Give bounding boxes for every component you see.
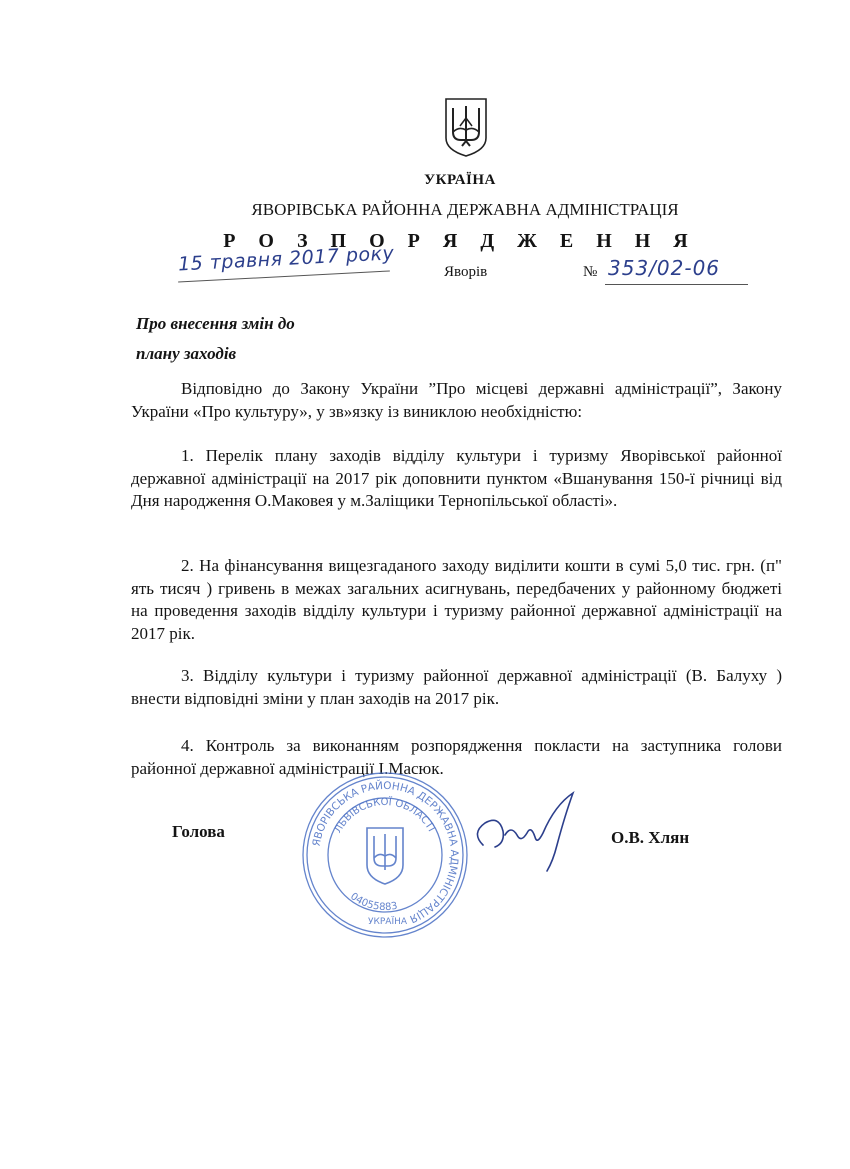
administration-title: ЯВОРІВСЬКА РАЙОННА ДЕРЖАВНА АДМІНІСТРАЦІЯ — [251, 200, 679, 219]
number-sign: № — [583, 264, 598, 280]
stamp-trident-icon — [367, 828, 403, 884]
official-stamp — [300, 770, 470, 940]
signatory-name: О.В. Хлян — [611, 828, 690, 847]
number-underline — [605, 284, 748, 285]
item-4-text: 4. Контроль за виконанням розпорядження покласти на заступника голови районної державної адміністрації І.Масюк. — [131, 736, 782, 778]
document-type-title: Р О З П О Р Я Д Ж Е Н Н Я — [223, 230, 697, 252]
stamp-country: УКРАЇНА — [368, 917, 408, 927]
stamp-outer-text: ЯВОРІВСЬКА РАЙОННА ДЕРЖАВНА АДМІНІСТРАЦІЯ — [310, 779, 461, 925]
handwritten-number: 353/02-06 — [608, 256, 721, 280]
country-title: УКРАЇНА — [424, 172, 496, 188]
place-name: Яворів — [444, 264, 488, 280]
stamp-code: 04055883 — [348, 891, 399, 914]
item-1-paragraph — [131, 445, 782, 513]
intro-paragraph — [131, 378, 782, 423]
trident-emblem-icon — [443, 96, 489, 158]
item-1-text: 1. Перелік плану заходів відділу культури і туризму Яворівської районної державної адміністрації на 2017 рік доповнити пунктом «Вшанування 150-ї річниці від Дня народження О.Маковея у м.Заліщики Тернопільської області». — [131, 446, 782, 510]
subject-line-1: Про внесення змін до — [136, 314, 295, 333]
handwritten-signature — [465, 785, 585, 875]
item-3-text: 3. Відділу культури і туризму районної державної адміністрації (В. Балуху ) внести відповідні зміни у план заходів на 2017 рік. — [131, 666, 782, 708]
item-3-paragraph — [131, 665, 782, 710]
item-2-paragraph — [131, 555, 782, 645]
stamp-inner-text: ЛЬВІВСЬКОЇ ОБЛАСТІ — [332, 796, 437, 836]
signatory-position: Голова — [172, 822, 225, 841]
item-2-text: 2. На фінансування вищезгаданого заходу виділити кошти в сумі 5,0 тис. грн. (п" ять тисяч ) гривень в межах загальних асигнувань, передбачених у районному бюджеті на проведення заходів відділу культури і туризму районної державної адміністрації на 2017 рік. — [131, 556, 782, 643]
subject-line-2: плану заходів — [136, 344, 237, 363]
handwritten-date: 15 травня 2017 року — [177, 242, 395, 276]
intro-text: Відповідно до Закону України ”Про місцеві державні адміністрації”, Закону України «Про культуру», у зв»язку із виниклою необхідністю: — [131, 379, 782, 421]
